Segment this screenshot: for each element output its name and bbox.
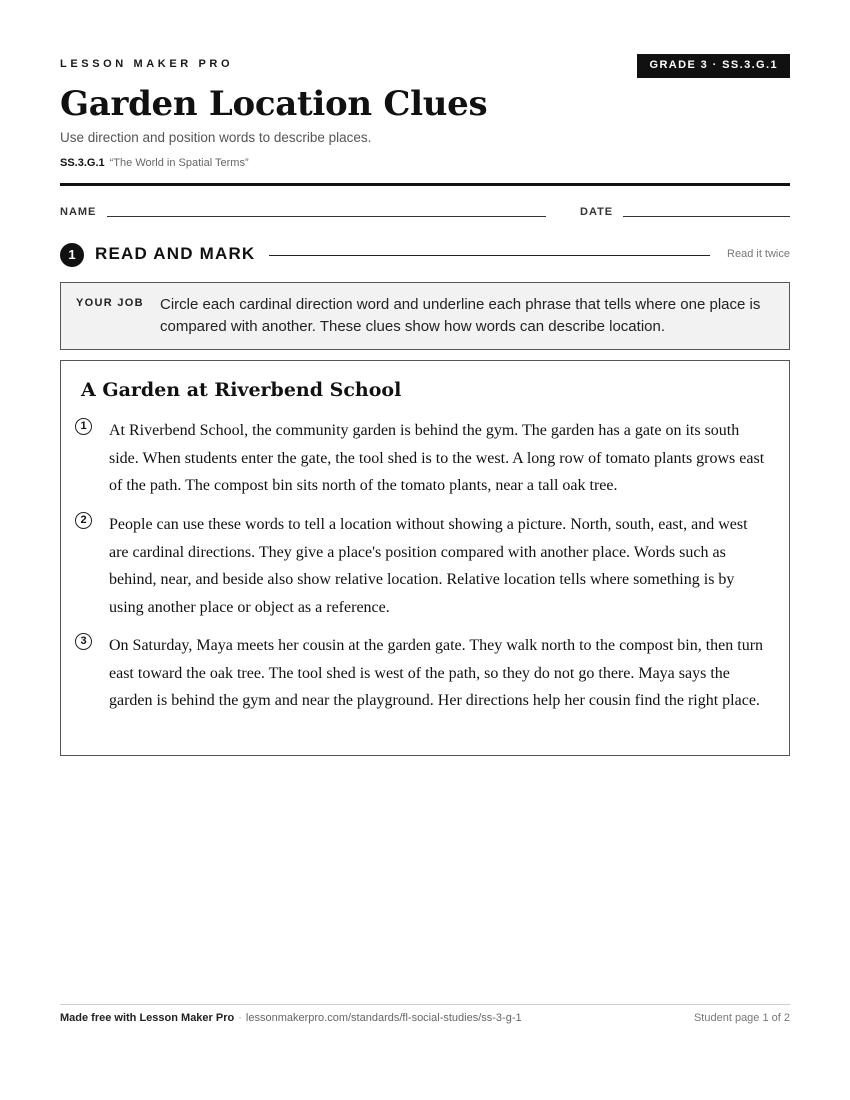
footer-url[interactable]: lessonmakerpro.com/standards/fl-social-studies/ss-3-g-1 <box>245 1012 522 1024</box>
paragraph-number-badge: 1 <box>75 418 92 435</box>
date-write-line[interactable] <box>623 216 790 217</box>
standard-name: “The World in Spatial Terms” <box>109 157 249 169</box>
footer-credit <box>60 1012 522 1024</box>
passage-title: A Garden at Riverbend School <box>81 379 402 401</box>
date-label: DATE <box>580 206 614 218</box>
instructions-text: Circle each cardinal direction word and underline each phrase that tells where one place is compared with another. These clues show how words can describe location. <box>160 296 761 335</box>
instructions-label: YOUR JOB <box>76 297 144 309</box>
footer-page-number: Student page 1 of 2 <box>693 1012 790 1024</box>
section-number-badge: 1 <box>60 243 84 267</box>
footer-separator: · <box>238 1012 242 1024</box>
reading-passage <box>60 360 790 756</box>
footer-divider <box>60 1004 790 1005</box>
grade-badge: GRADE 3 · SS.3.G.1 <box>637 54 790 78</box>
standard-line <box>60 157 249 169</box>
page-title: Garden Location Clues <box>60 84 488 124</box>
header-divider <box>60 183 790 186</box>
section-divider <box>269 255 710 256</box>
brand-name: LESSON MAKER PRO <box>60 58 234 70</box>
name-write-line[interactable] <box>107 216 546 217</box>
section-header <box>60 243 790 267</box>
paragraph-text: People can use these words to tell a location without showing a picture. North, south, east, and west are cardinal directions. They give a place's position compared with another place. Words such as behind, near, and beside also show relative location. Relative location tells where something is by using another place or object as a reference. <box>109 516 748 616</box>
page-subtitle: Use direction and position words to describe places. <box>60 130 372 145</box>
worksheet-page <box>60 0 790 1100</box>
footer-maker: Made free with Lesson Maker Pro <box>60 1012 235 1024</box>
section-title: READ AND MARK <box>95 244 256 263</box>
name-label: NAME <box>60 206 97 218</box>
paragraph-text: At Riverbend School, the community garden is behind the gym. The garden has a gate on its south side. When students enter the gate, the tool shed is to the west. A long row of tomato plants grows east of the path. The compost bin sits north of the tomato plants, near a tall oak tree. <box>109 422 765 495</box>
paragraph-text: On Saturday, Maya meets her cousin at the garden gate. They walk north to the compost bin, then turn east toward the oak tree. The tool shed is west of the path, so they do not go there. Maya says the garden is behind the gym and near the playground. Her directions help her cousin find the right place. <box>109 637 764 710</box>
standard-code: SS.3.G.1 <box>60 157 105 169</box>
section-hint: Read it twice <box>727 248 790 260</box>
instructions-box <box>60 282 790 350</box>
paragraph-number-badge: 2 <box>75 512 92 529</box>
paragraph-number-badge: 3 <box>75 633 92 650</box>
